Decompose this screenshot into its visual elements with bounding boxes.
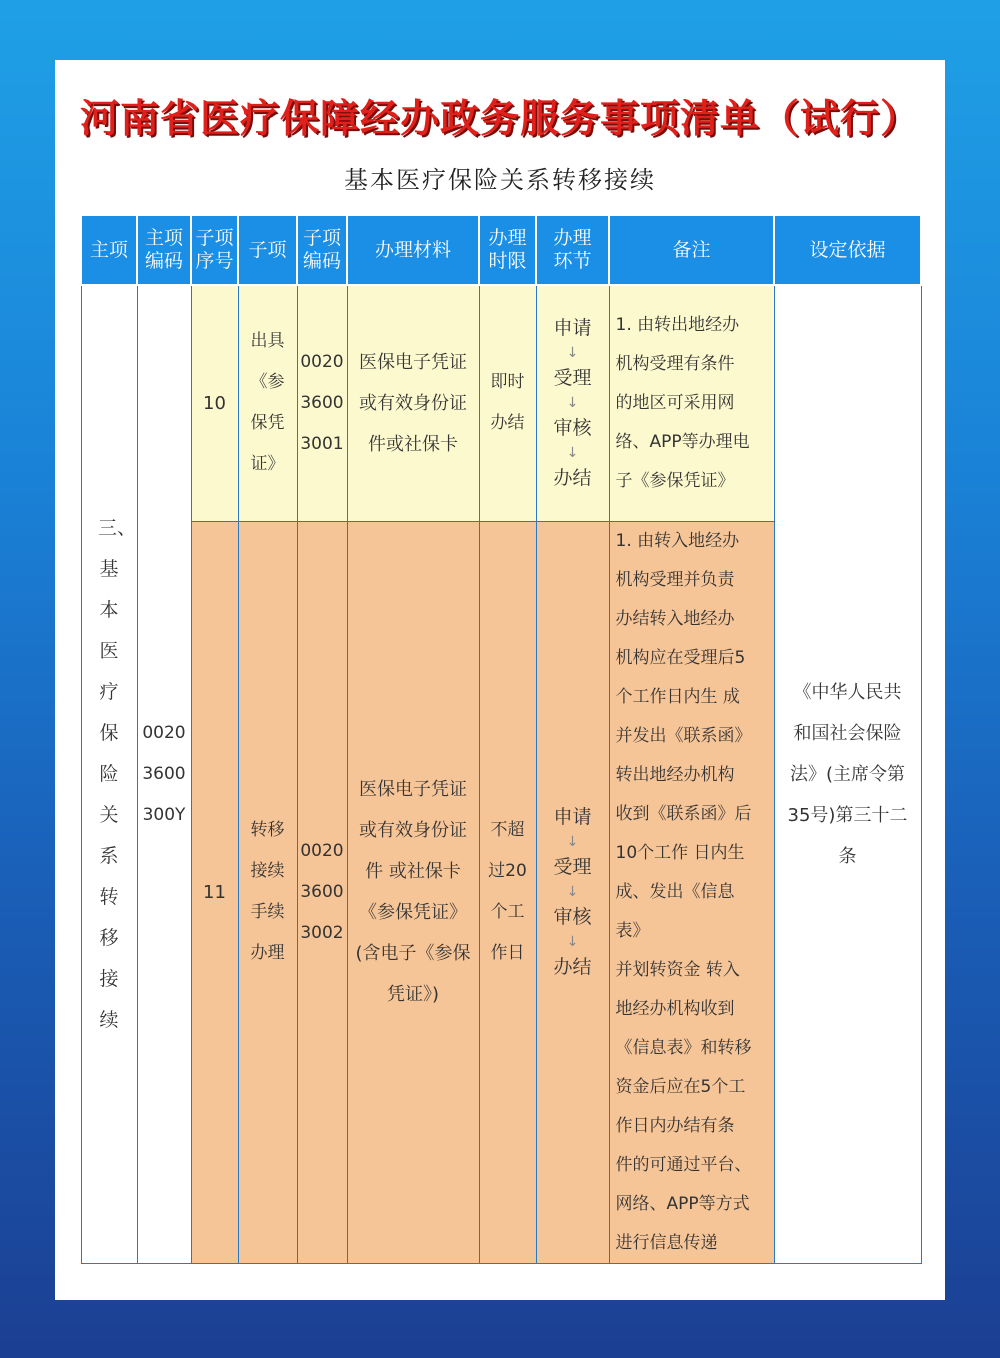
down-arrow-icon: ↓ [566, 395, 579, 412]
page-title: 河南省医疗保障经办政务服务事项清单（试行） [79, 96, 920, 142]
sub-no-cell: 11 [191, 521, 238, 1263]
sub-code-cell: 0020 3600 3002 [297, 521, 347, 1263]
down-arrow-icon: ↓ [566, 445, 579, 462]
col-time-limit: 办理 时限 [479, 215, 536, 285]
down-arrow-icon: ↓ [566, 834, 579, 850]
steps-cell [536, 285, 609, 521]
col-main: 主项 [81, 215, 137, 285]
main-code-cell: 0020 3600 300Y [137, 285, 191, 1263]
basis-cell: 《中华人民共 和国社会保险 法》(主席令第 35号)第三十二 条 [774, 285, 921, 1263]
time-limit-cell: 即时 办结 [479, 285, 536, 521]
col-basis: 设定依据 [774, 215, 921, 285]
time-limit-cell: 不超 过20 个工 作日 [479, 521, 536, 1263]
process-flow: 申请 ↓ 受理 ↓ 审核 ↓ 办结 [537, 804, 609, 980]
sub-name-cell: 转移 接续 手续 办理 [238, 521, 297, 1263]
down-arrow-icon: ↓ [566, 345, 579, 362]
col-sub: 子项 [238, 215, 297, 285]
page-subtitle: 基本医疗保险关系转移接续 [344, 166, 656, 194]
sub-name-cell: 出具 《参 保凭 证》 [238, 285, 297, 521]
materials-cell: 医保电子凭证 或有效身份证 件 或社保卡 《参保凭证》 (含电子《参保 凭证》) [347, 521, 479, 1263]
main-item-name: 三、 基 本 医 疗 保 险 关 系 转 移 接 续 [98, 516, 137, 1031]
table-header-row [81, 215, 921, 285]
sub-no-cell: 10 [191, 285, 238, 521]
col-sub-code: 子项 编码 [297, 215, 347, 285]
col-main-code: 主项 编码 [137, 215, 191, 285]
steps-cell [536, 521, 609, 1263]
main-item-cell [81, 285, 137, 1263]
notes-cell: 1. 由转入地经办 机构受理并负责 办结转入地经办 机构应在受理后5 个工作日内生 成 并发出《联系函》 转出地经办机构 收到《联系函》后 10个工作 日内生 成、发出《信息表》 并划转资金 转入 地经办机构收到 《信息表》和转移 资金后应在5个工 作日内办结有条 件的可通过平台、 网络、APP等方式 进行信息传递 [609, 521, 774, 1263]
col-notes: 备注 [609, 215, 774, 285]
col-materials: 办理材料 [347, 215, 479, 285]
col-sub-no: 子项 序号 [191, 215, 238, 285]
down-arrow-icon: ↓ [566, 934, 579, 950]
down-arrow-icon: ↓ [566, 884, 579, 900]
materials-cell: 医保电子凭证 或有效身份证 件或社保卡 [347, 285, 479, 521]
process-flow: 申请 ↓ 受理 ↓ 审核 ↓ 办结 [537, 315, 609, 491]
table-row [81, 285, 921, 521]
notes-cell: 1. 由转出地经办 机构受理有条件 的地区可采用网 络、APP等办理电 子《参保凭证》 [609, 285, 774, 521]
service-table [80, 214, 922, 1264]
sub-code-cell: 0020 3600 3001 [297, 285, 347, 521]
col-steps: 办理 环节 [536, 215, 609, 285]
